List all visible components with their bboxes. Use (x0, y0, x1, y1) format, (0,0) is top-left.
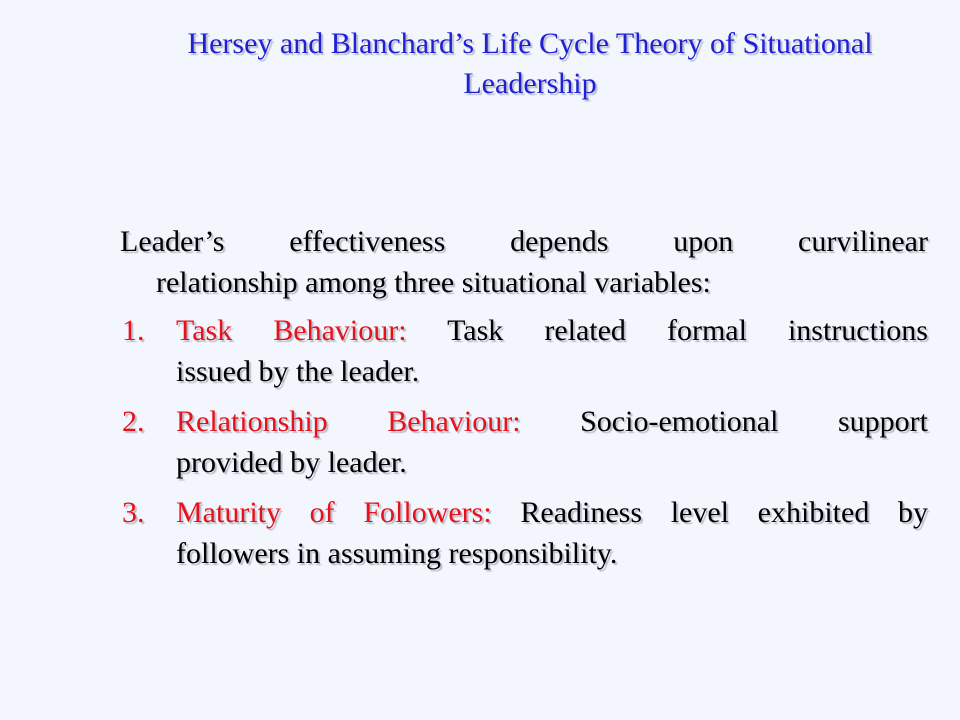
list-item-line-2: provided by leader. (176, 446, 407, 479)
list-item-number: 1. (122, 314, 145, 347)
list-item-line-1 (176, 310, 928, 351)
list-item-description: Readiness level exhibited by (520, 496, 929, 529)
slide-title-line-2: Leadership (463, 67, 597, 100)
list-item-term: Task Behaviour: (176, 314, 407, 347)
list-item-line-1 (176, 401, 928, 442)
list-item-term: Maturity of Followers: (176, 496, 492, 529)
intro-line-1: Leader’s effectiveness depends upon curvilinear (120, 225, 928, 258)
slide-title (110, 24, 950, 104)
list-item-description: Socio-emotional support (580, 405, 928, 438)
list-item-task-behaviour (120, 310, 928, 392)
variables-list (120, 310, 928, 574)
list-item-number: 2. (122, 405, 145, 438)
list-item-line-2: followers in assuming responsibility. (176, 537, 618, 570)
intro-line-2: relationship among three situational variables: (156, 266, 711, 299)
slide-title-line-1: Hersey and Blanchard’s Life Cycle Theory of Situational (187, 27, 873, 60)
list-item-relationship-behaviour (120, 401, 928, 483)
list-item-term: Relationship Behaviour: (176, 405, 521, 438)
list-item-maturity-of-followers (120, 492, 928, 574)
list-item-line-1 (176, 492, 928, 533)
slide-body (120, 221, 928, 583)
list-item-description: Task related formal instructions (447, 314, 928, 347)
intro-paragraph (120, 221, 928, 303)
list-item-line-2: issued by the leader. (176, 355, 420, 388)
list-item-number: 3. (122, 496, 145, 529)
